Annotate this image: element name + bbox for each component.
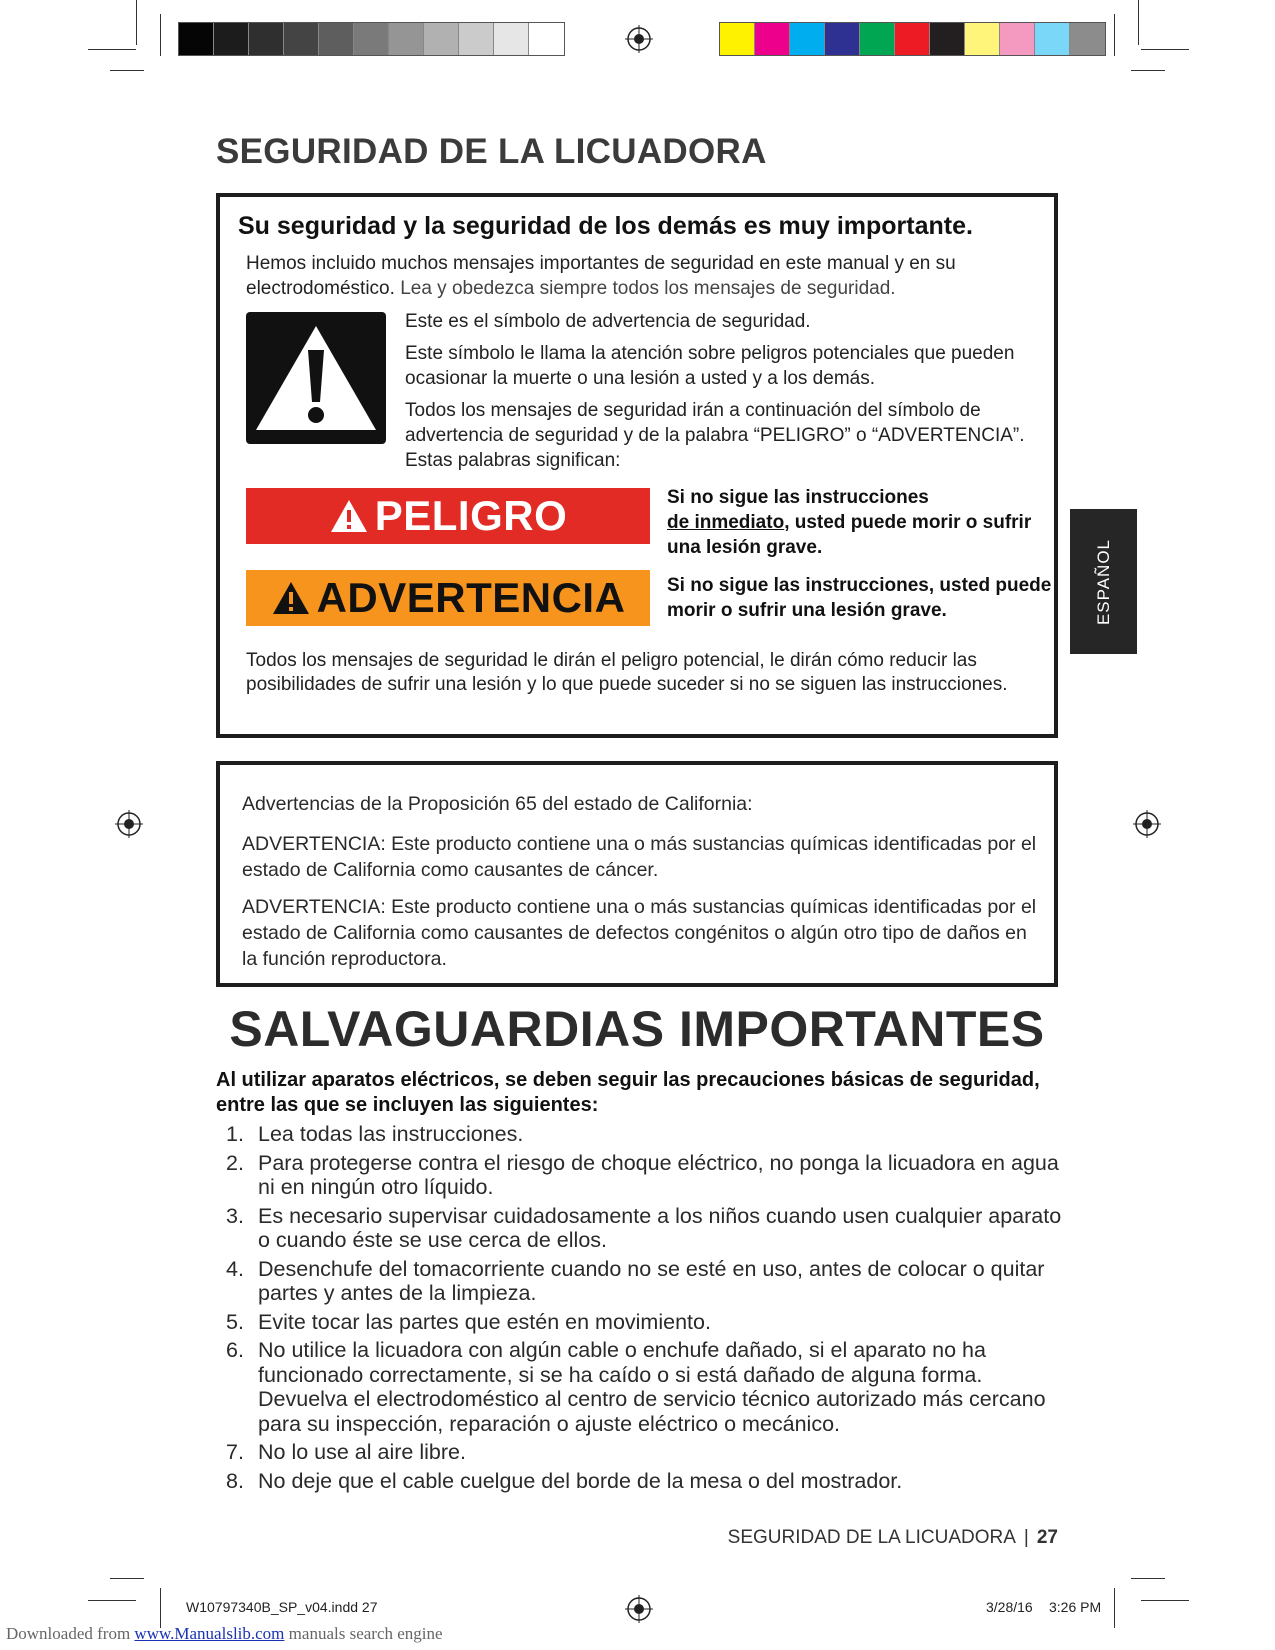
color-swatch	[790, 23, 825, 55]
item-number: 6.	[226, 1338, 244, 1362]
gray-color-bar	[178, 22, 565, 56]
crop-mark	[1114, 1588, 1115, 1628]
warning-triangle-icon	[271, 580, 311, 616]
safety-alert-symbol-icon	[246, 312, 386, 444]
safety-footer-text: Todos los mensajes de seguridad le dirán el peligro potencial, le dirán cómo reducir las posibilidades de sufrir una lesión y lo que puede suceder si no se siguen las instrucciones.	[246, 650, 1008, 695]
item-text: Evite tocar las partes que estén en movimiento.	[258, 1309, 711, 1334]
crop-mark	[136, 0, 137, 45]
symbol-hazard-text: Este símbolo le llama la atención sobre peligros potenciales que pueden ocasionar la muerte o una lesión a usted y a los demás.	[405, 343, 1015, 389]
crop-mark	[1141, 49, 1189, 50]
item-number: 7.	[226, 1440, 244, 1464]
color-swatch	[249, 23, 284, 55]
color-swatch	[860, 23, 895, 55]
registration-mark-icon	[625, 1595, 653, 1623]
danger-desc-emphasis: de inmediato	[667, 512, 785, 533]
item-text: Lea todas las instrucciones.	[258, 1122, 524, 1146]
prop65-cancer-warning: ADVERTENCIA: Este producto contiene una o más sustancias químicas identificadas por el estado de California como causantes de cáncer.	[242, 833, 1037, 881]
page-title: SEGURIDAD DE LA LICUADORA	[216, 132, 767, 171]
list-item	[226, 1440, 1066, 1465]
color-swatch	[424, 23, 459, 55]
crop-mark	[1131, 1578, 1165, 1579]
color-swatch	[319, 23, 354, 55]
color-swatch	[284, 23, 319, 55]
color-swatch	[1000, 23, 1035, 55]
download-attribution	[6, 1624, 443, 1644]
item-text: Es necesario supervisar cuidadosamente a los niños cuando usen cualquier aparato o cuando éste se use cerca de ellos.	[258, 1203, 1062, 1252]
list-item	[226, 1310, 1066, 1335]
warning-banner	[246, 570, 650, 626]
page-number: 27	[1036, 1527, 1058, 1548]
slug-time: 3:26 PM	[1049, 1599, 1102, 1615]
list-item	[226, 1122, 1066, 1147]
safeguards-title: SALVAGUARDIAS IMPORTANTES	[229, 1001, 1045, 1057]
item-text: No lo use al aire libre.	[258, 1440, 466, 1464]
item-number: 3.	[226, 1203, 244, 1228]
color-swatch	[459, 23, 494, 55]
color-swatch	[825, 23, 860, 55]
color-swatch	[895, 23, 930, 55]
color-swatch	[494, 23, 529, 55]
crop-mark	[88, 49, 136, 50]
language-tab-label: ESPAÑOL	[1093, 538, 1113, 625]
item-number: 2.	[226, 1150, 244, 1175]
danger-banner	[246, 488, 650, 544]
registration-mark-icon	[1133, 810, 1161, 838]
crop-mark	[1114, 14, 1115, 56]
prop65-reproductive-warning: ADVERTENCIA: Este producto contiene una o más sustancias químicas identificadas por el estado de California como causantes de defectos congénitos o algún otro tipo de daños en la función reproductora.	[242, 896, 1037, 970]
download-suffix: manuals search engine	[288, 1624, 443, 1643]
manualslib-link[interactable]: www.Manualslib.com	[134, 1624, 285, 1643]
symbol-description: Este es el símbolo de advertencia de seguridad.	[405, 311, 811, 332]
safeguards-intro: Al utilizar aparatos eléctricos, se deben seguir las precauciones básicas de seguridad, entre las que se incluyen las siguientes:	[216, 1069, 1040, 1116]
safety-intro-text: Hemos incluido muchos mensajes importantes de seguridad en este manual y en su electrodoméstico.	[246, 253, 956, 299]
item-text: Para protegerse contra el riesgo de choque eléctrico, no ponga la licuadora en agua ni en ningún otro líquido.	[258, 1150, 1059, 1199]
item-number: 1.	[226, 1122, 244, 1146]
crop-mark	[110, 70, 144, 71]
warning-label: ADVERTENCIA	[316, 574, 626, 621]
color-swatch	[529, 23, 564, 55]
safety-heading: Su seguridad y la seguridad de los demás es muy importante.	[238, 212, 973, 240]
color-swatch	[389, 23, 424, 55]
item-text: No utilice la licuadora con algún cable o enchufe dañado, si el aparato no ha funcionado correctamente, si se ha caído o si está dañado de alguna forma. Devuelva el electrodoméstico al centro de servicio técnico autorizado más cercano para su inspección, reparación o ajuste eléctrico o mecánico.	[258, 1338, 1046, 1436]
color-swatch	[354, 23, 389, 55]
crop-mark	[1138, 0, 1139, 45]
crop-mark	[88, 1600, 136, 1601]
danger-label: PELIGRO	[374, 492, 568, 539]
prop65-heading: Advertencias de la Proposición 65 del estado de California:	[242, 793, 753, 815]
prop65-box	[216, 761, 1058, 987]
color-swatch	[1035, 23, 1070, 55]
item-number: 5.	[226, 1309, 244, 1334]
list-item	[226, 1338, 1066, 1436]
safety-intro-obey: Lea y obedezca siempre todos los mensajes de seguridad.	[400, 278, 896, 299]
item-text: Desenchufe del tomacorriente cuando no se esté en uso, antes de colocar o quitar partes y antes de la limpieza.	[258, 1256, 1045, 1305]
item-number: 4.	[226, 1256, 244, 1281]
crop-mark	[160, 14, 161, 56]
registration-mark-icon	[115, 810, 143, 838]
crop-mark	[110, 1578, 144, 1579]
danger-desc-start: Si no sigue las instrucciones	[667, 487, 929, 508]
language-tab	[1070, 509, 1137, 654]
item-number: 8.	[226, 1468, 244, 1493]
safety-info-box	[216, 193, 1058, 738]
slug-filename: W10797340B_SP_v04.indd 27	[186, 1599, 378, 1615]
page-footer	[728, 1527, 1058, 1549]
crop-mark	[1131, 70, 1165, 71]
color-swatch	[214, 23, 249, 55]
color-swatch	[1070, 23, 1105, 55]
list-item	[226, 1151, 1066, 1200]
danger-description	[667, 485, 1052, 560]
crop-mark	[1141, 1600, 1189, 1601]
item-text: No deje que el cable cuelgue del borde de la mesa o del mostrador.	[258, 1468, 903, 1493]
safety-intro	[246, 251, 1046, 301]
process-color-bar	[719, 22, 1106, 56]
list-item	[226, 1204, 1066, 1253]
footer-separator: |	[1023, 1527, 1029, 1548]
download-prefix: Downloaded from	[6, 1624, 131, 1643]
slug-date: 3/28/16	[986, 1599, 1033, 1615]
warning-triangle-icon	[329, 498, 369, 534]
color-swatch	[965, 23, 1000, 55]
crop-mark	[160, 1588, 161, 1628]
list-item	[226, 1257, 1066, 1306]
registration-mark-icon	[625, 25, 653, 53]
color-swatch	[930, 23, 965, 55]
safeguards-list	[226, 1122, 1066, 1497]
footer-section-title: SEGURIDAD DE LA LICUADORA	[727, 1527, 1016, 1548]
signal-words-text: Todos los mensajes de seguridad irán a continuación del símbolo de advertencia de seguridad y de la palabra “PELIGRO” o “ADVERTENCIA”. Estas palabras significan:	[405, 400, 1025, 471]
list-item	[226, 1469, 1066, 1494]
color-swatch	[755, 23, 790, 55]
color-swatch	[179, 23, 214, 55]
danger-desc-end: , usted puede morir o sufrir una lesión grave.	[667, 512, 1032, 558]
warning-description: Si no sigue las instrucciones, usted puede morir o sufrir una lesión grave.	[667, 575, 1052, 621]
color-swatch	[720, 23, 755, 55]
